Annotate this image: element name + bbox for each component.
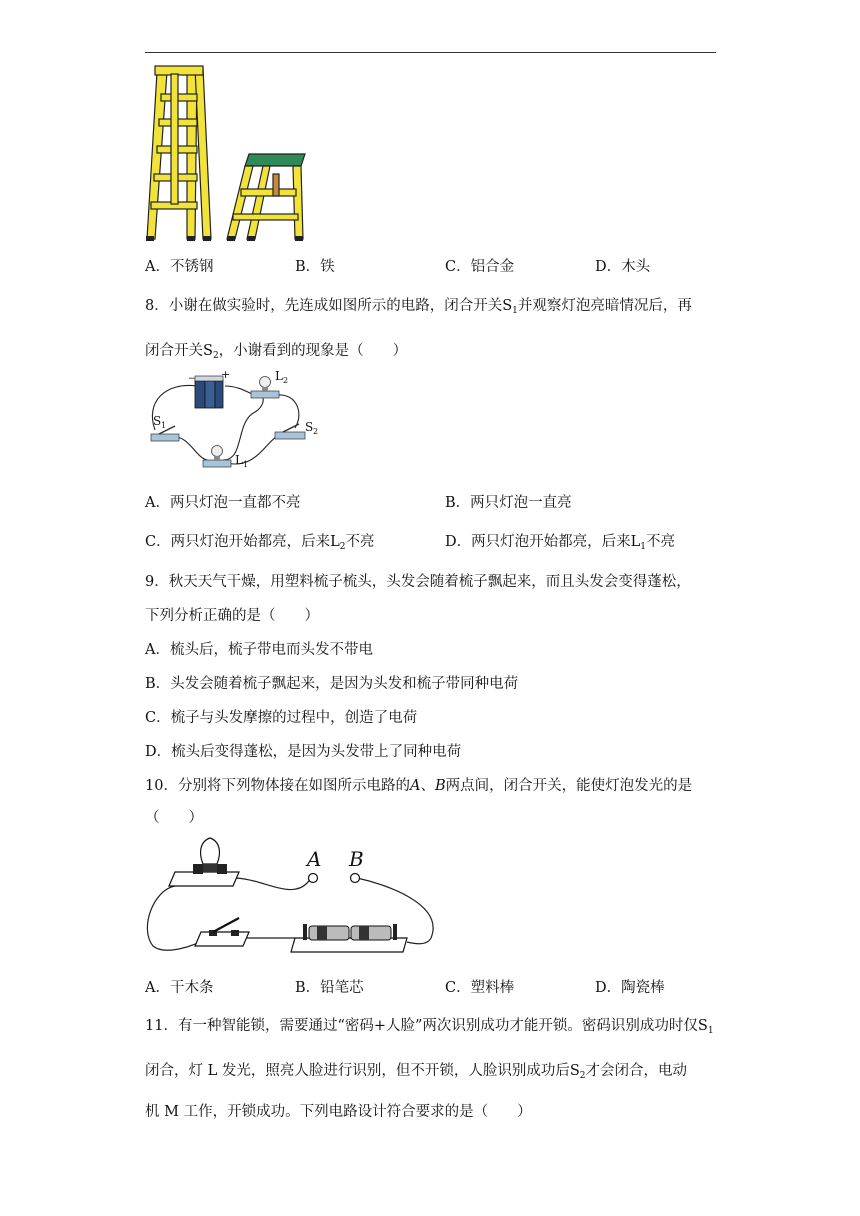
q9-option-b[interactable]: B．头发会随着梳子飘起来，是因为头发和梳子带同种电荷 xyxy=(145,676,519,692)
q9-option-c[interactable]: C．梳子与头发摩擦的过程中，创造了电荷 xyxy=(145,710,418,726)
q10-option-c[interactable]: C．塑料棒 xyxy=(445,980,515,996)
q8-stem-line1: 8．小谢在做实验时，先连成如图所示的电路，闭合开关$S_1$并观察灯泡亮暗情况后，再 xyxy=(145,298,692,316)
q8-option-c[interactable]: C．两只灯泡开始都亮，后来$L_2$不亮 xyxy=(145,534,375,552)
ladder-figure xyxy=(145,64,310,244)
switch-s2-icon xyxy=(275,424,305,439)
switch-icon xyxy=(195,918,249,946)
q8-option-b[interactable]: B．两只灯泡一直亮 xyxy=(445,495,572,511)
lamp-l1-icon xyxy=(203,446,231,468)
q9-stem-line2: 下列分析正确的是（ ） xyxy=(145,608,319,624)
q8-option-d[interactable]: D．两只灯泡开始都亮，后来$L_1$不亮 xyxy=(445,534,675,552)
q10-option-b[interactable]: B．铅笔芯 xyxy=(295,980,364,996)
svg-text:A: A xyxy=(307,847,322,871)
header-rule xyxy=(145,52,716,53)
svg-text:S: S xyxy=(153,414,162,428)
svg-text:L: L xyxy=(235,453,243,467)
q10-stem-line2: （ ） xyxy=(145,810,203,826)
q8-option-a[interactable]: A．两只灯泡一直都不亮 xyxy=(145,495,301,511)
svg-text:1: 1 xyxy=(161,421,167,430)
battery-icon xyxy=(195,376,223,408)
q9-stem-line1: 9．秋天天气干燥，用塑料梳子梳头，头发会随着梳子飘起来，而且头发会变得蓬松， xyxy=(145,574,691,590)
lamp-icon xyxy=(169,838,239,886)
q10-circuit-figure xyxy=(145,834,445,960)
q7-option-a[interactable]: A．不锈钢 xyxy=(145,259,214,275)
q10-option-d[interactable]: D．陶瓷棒 xyxy=(595,980,665,996)
q8-circuit-figure xyxy=(145,368,330,472)
q9-option-d[interactable]: D．梳头后变得蓬松，是因为头发带上了同种电荷 xyxy=(145,744,462,760)
q7-option-c[interactable]: C．铝合金 xyxy=(445,259,515,275)
svg-text:−: − xyxy=(188,374,196,384)
q7-option-d[interactable]: D．木头 xyxy=(595,259,651,275)
svg-text:1: 1 xyxy=(243,460,249,469)
q11-stem-line3: 机 M 工作，开锁成功。下列电路设计符合要求的是（ ） xyxy=(145,1104,532,1120)
svg-text:2: 2 xyxy=(283,376,289,385)
svg-text:L: L xyxy=(275,369,283,383)
q8-stem-line2: 闭合开关$S_2$，小谢看到的现象是（ ） xyxy=(145,343,408,361)
q10-option-a[interactable]: A．干木条 xyxy=(145,980,214,996)
battery-holder-icon xyxy=(291,924,407,952)
q9-option-a[interactable]: A．梳头后，梳子带电而头发不带电 xyxy=(145,642,373,658)
q11-stem-line1: 11．有一种智能锁，需要通过“密码+人脸”两次识别成功才能开锁。密码识别成功时仅$S_1$ xyxy=(145,1018,714,1036)
q11-stem-line2: 闭合，灯 L 发光，照亮人脸进行识别，但不开锁，人脸识别成功后$S_2$才会闭合，电动 xyxy=(145,1063,688,1081)
q7-option-b[interactable]: B．铁 xyxy=(295,259,335,275)
svg-text:S: S xyxy=(305,420,314,434)
q10-stem-line1: 10．分别将下列物体接在如图所示电路的A、B两点间，闭合开关，能使灯泡发光的是 xyxy=(145,778,693,794)
svg-text:+: + xyxy=(221,368,231,381)
svg-text:B: B xyxy=(349,847,364,871)
svg-text:2: 2 xyxy=(313,427,319,436)
